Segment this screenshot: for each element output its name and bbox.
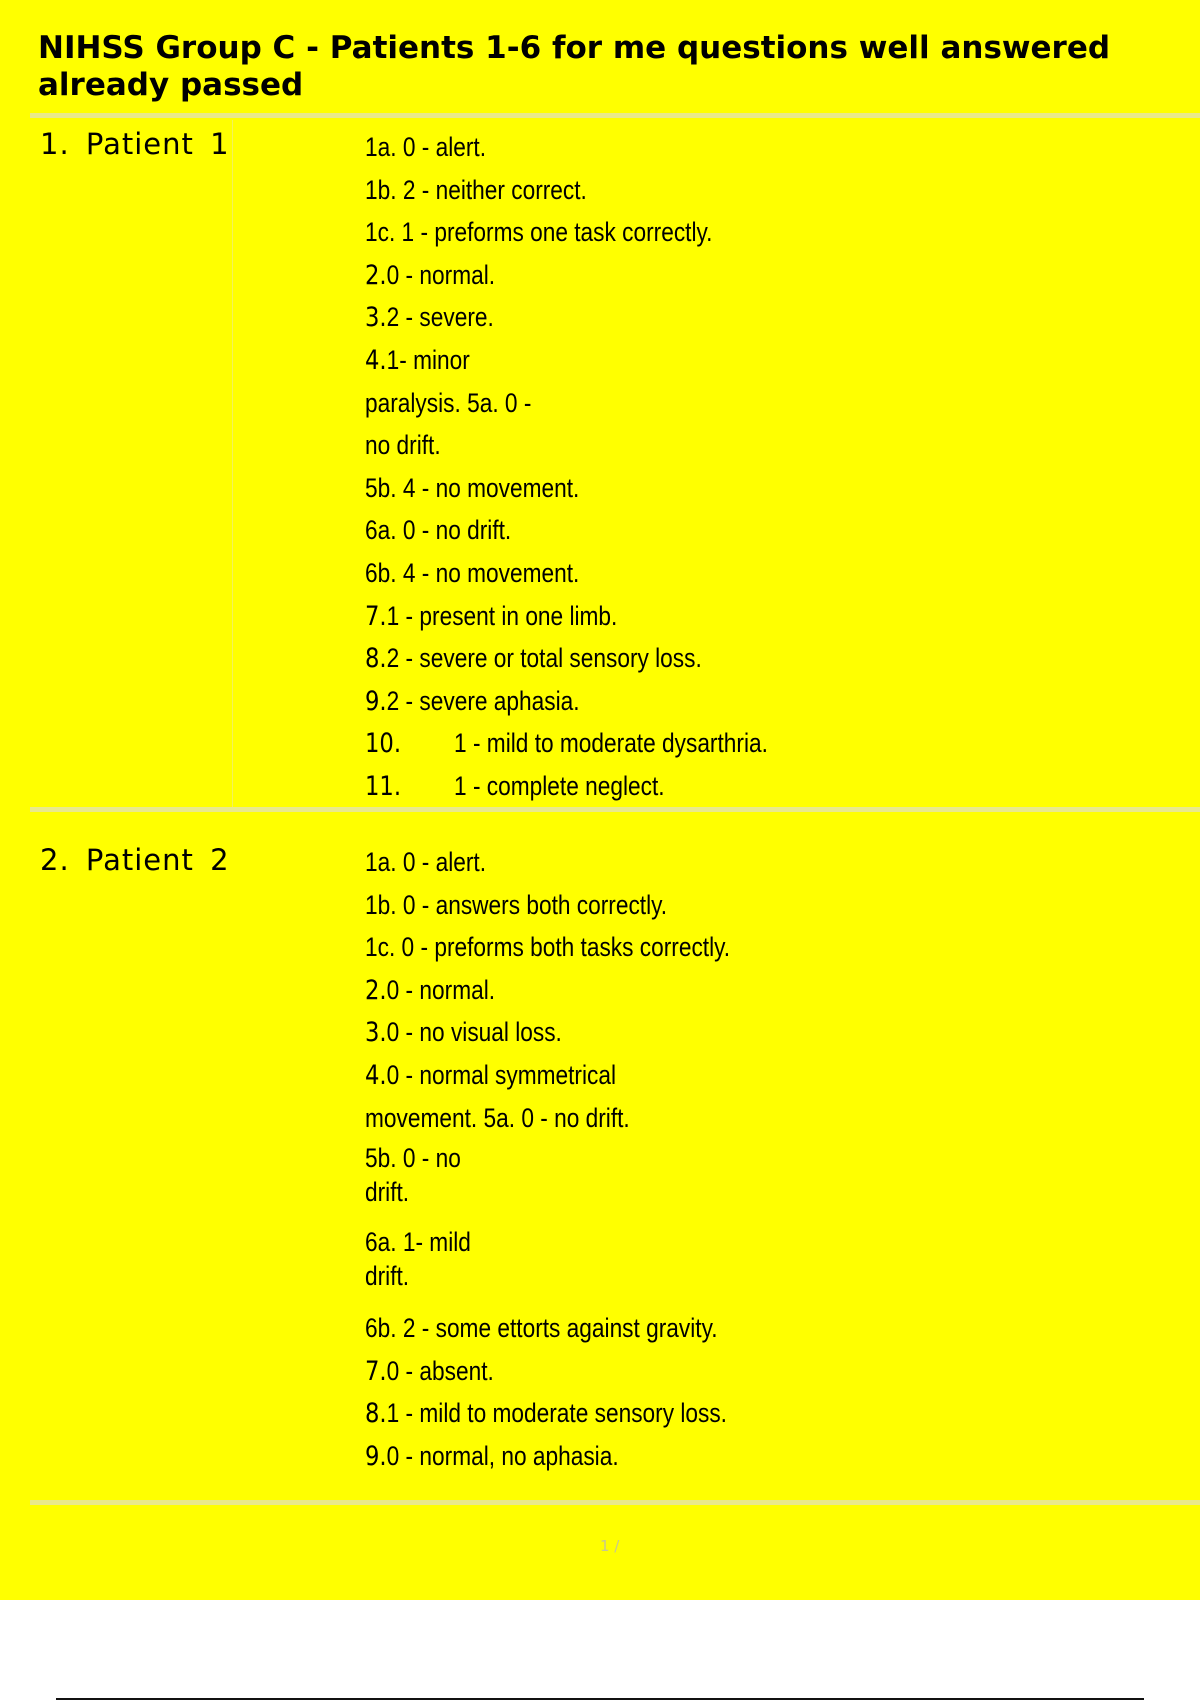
answer-11: 11. 1 - complete neglect. [365, 770, 665, 802]
answer-5a-continued: no drift. [365, 430, 441, 461]
answer-6a-continued: drift. [365, 1261, 410, 1292]
answer-1a: 1a. 0 - alert. [365, 847, 487, 877]
column-separator [232, 120, 233, 810]
answer-2: 2.0 - normal. [365, 259, 496, 291]
answer-1c: 1c. 1 - preforms one task correctly. [365, 217, 713, 248]
answer-6a: 6a. 1- mild [365, 1227, 471, 1258]
patient-1-label: 1. Patient 1 [40, 127, 230, 161]
answer-1c: 1c. 0 - preforms both tasks correctly. [365, 932, 731, 963]
answer-8: 8.2 - severe or total sensory loss. [365, 643, 702, 675]
answer-9: 9.0 - normal, no aphasia. [365, 1440, 619, 1472]
answer-4: 4.0 - normal symmetrical [365, 1059, 617, 1091]
answer-6a: 6a. 0 - no drift. [365, 515, 512, 546]
header-divider [30, 113, 1200, 118]
answer-6b: 6b. 4 - no movement. [365, 557, 580, 588]
answer-4-continued: movement. 5a. 0 - no drift. [365, 1102, 630, 1133]
answer-7: 7.0 - absent. [365, 1355, 494, 1387]
answer-3: 3.0 - no visual loss. [365, 1017, 562, 1049]
answer-1a: 1a. 0 - alert. [365, 132, 487, 162]
answer-7: 7.1 - present in one limb. [365, 600, 618, 632]
answer-5b: 5b. 4 - no movement. [365, 472, 580, 503]
answer-2: 2.0 - normal. [365, 974, 496, 1006]
answer-8: 8.1 - mild to moderate sensory loss. [365, 1398, 727, 1430]
answer-5b-continued: drift. [365, 1177, 410, 1208]
answer-4: 4.1- minor [365, 344, 470, 376]
patient-2-label: 2. Patient 2 [40, 843, 230, 877]
document-title: NIHSS Group C - Patients 1-6 for me questions well answered already passed [38, 30, 1111, 103]
patient-1-answers [365, 126, 768, 808]
answer-3: 3.2 - severe. [365, 302, 494, 334]
answer-5b: 5b. 0 - no [365, 1143, 461, 1174]
answer-10: 10. 1 - mild to moderate dysarthria. [365, 728, 768, 760]
page-number: 1 / [600, 1537, 620, 1555]
bottom-divider [30, 1500, 1200, 1505]
answer-6b: 6b. 2 - some ettorts against gravity. [365, 1313, 718, 1344]
answer-4-continued: paralysis. 5a. 0 - [365, 387, 532, 418]
answer-1b: 1b. 0 - answers both correctly. [365, 889, 668, 920]
patient-2-answers [365, 841, 730, 1478]
answer-1b: 1b. 2 - neither correct. [365, 174, 587, 205]
patient-divider [30, 807, 1200, 812]
answer-9: 9.2 - severe aphasia. [365, 685, 580, 717]
